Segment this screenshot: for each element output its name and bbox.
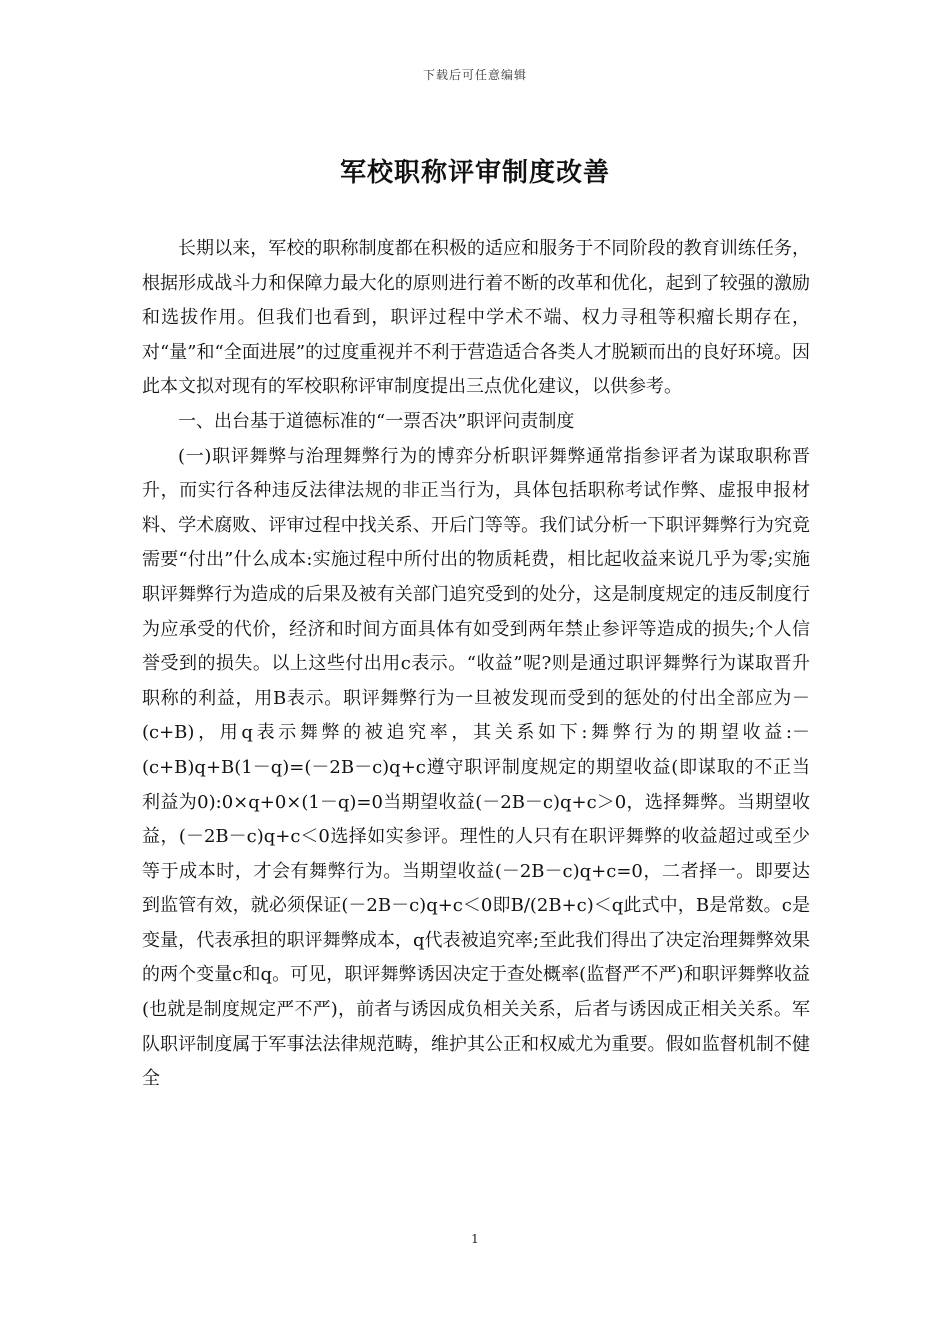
document-title: 军校职称评审制度改善 — [339, 158, 610, 188]
section-heading: 一、出台基于道德标准的“一票否决”职评问责制度 — [178, 410, 575, 432]
analysis-paragraph: (一)职评舞弊与治理舞弊行为的博弈分析职评舞弊通常指参评者为谋取职称晋升，而实行各种违反法律法规的非正当行为，具体包括职称考试作弊、虚报申报材料、学术腐败、评审过程中找关系、开后门等等。我们试分析一下职评舞弊行为究竟需要“付出”什么成本:实施过程中所付出的物质耗费，相比起收益来说几乎为零;实施职评舞弊行为造成的后果及被有关部门追究受到的处分，这是制度规定的违反制度行为应承受的代价，经济和时间方面具体有如受到两年禁止参评等造成的损失;个人信誉受到的损失。以上这些付出用c表示。“收益”呢?则是通过职评舞弊行为谋取晋升职称的利益，用B表示。职评舞弊行为一旦被发现而受到的惩处的付出全部应为－(c+B)，用q表示舞弊的被追究率，其关系如下:舞弊行为的期望收益:－(c+B)q+B(1－q)=(－2B－c)q+c遵守职评制度规定的期望收益(即谋取的不正当利益为0):0×q+0×(1－q)=0当期望收益(－2B－c)q+c＞0，选择舞弊。当期望收益，(－2B－c)q+c＜0选择如实参评。理性的人只有在职评舞弊的收益超过或至少等于成本时，才会有舞弊行为。当期望收益(－2B－c)q+c=0，二者择一。即要达到监管有效，就必须保证(－2B－c)q+c＜0即B/(2B+c)＜q此式中，B是常数。c是变量，代表承担的职评舞弊成本，q代表被追究率;至此我们得出了决定治理舞弊效果的两个变量c和q。可见，职评舞弊诱因决定于查处概率(监督严不严)和职评舞弊收益(也就是制度规定严不严)，前者与诱因成负相关关系，后者与诱因成正相关关系。军队职评制度属于军事法法律规范畴，维护其公正和权威尤为重要。假如监督机制不健全 — [142, 445, 810, 1090]
document-body — [142, 232, 810, 1097]
page-number: 1 — [471, 1232, 479, 1246]
intro-paragraph: 长期以来，军校的职称制度都在积极的适应和服务于不同阶段的教育训练任务，根据形成战斗力和保障力最大化的原则进行着不断的改革和优化，起到了较强的激励和选拔作用。但我们也看到，职评过程中学术不端、权力寻租等积瘤长期存在，对“量”和“全面进展”的过度重视并不利于营造适合各类人才脱颖而出的良好环境。因此本文拟对现有的军校职称评审制度提出三点优化建议，以供参考。 — [142, 238, 810, 398]
header-note: 下载后可任意编辑 — [422, 68, 527, 82]
